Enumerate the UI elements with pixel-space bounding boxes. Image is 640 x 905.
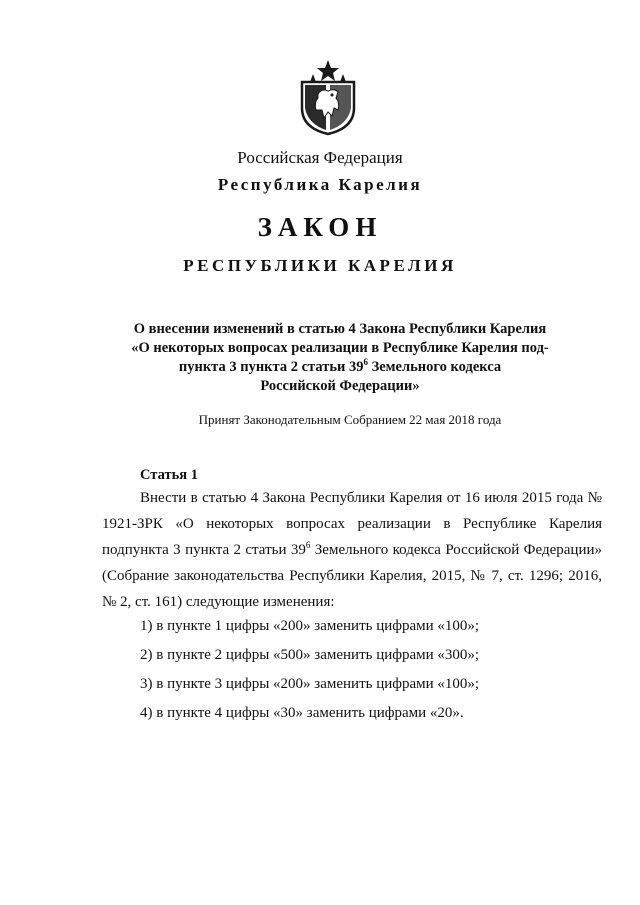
law-title: ЗАКОН bbox=[257, 212, 383, 242]
article-intro bbox=[102, 485, 602, 615]
adoption-note: Принят Законодательным Собранием 22 мая 2018 года bbox=[198, 412, 502, 427]
amendment-list bbox=[140, 612, 580, 728]
title-line-4: Российской Федерации» bbox=[260, 378, 420, 394]
federation-heading: Российская Федерация bbox=[237, 148, 403, 167]
title-line-1: О внесении изменений в статью 4 Закона Республики Карелия bbox=[133, 321, 547, 337]
coat-of-arms-icon bbox=[296, 58, 360, 136]
list-item: 4) в пункте 4 цифры «30» заменить цифрами «20». bbox=[140, 705, 464, 721]
title-line-3-tail: Земельного кодекса bbox=[367, 359, 502, 375]
title-superscript: 6 bbox=[363, 357, 368, 368]
title-line-3-text: пункта 3 пункта 2 статьи 39 bbox=[178, 359, 364, 375]
law-subtitle: РЕСПУБЛИКИ КАРЕЛИЯ bbox=[183, 256, 457, 275]
title-line-2: «О некоторых вопросах реализации в Республике Карелия под- bbox=[131, 340, 549, 356]
article-heading: Статья 1 bbox=[140, 467, 198, 483]
list-item: 2) в пункте 2 цифры «500» заменить цифрами «300»; bbox=[140, 647, 480, 663]
intro-text-2: Земельного кодекса Российской Федерации» (Собрание законодательства Республики Карелия, 2015, № 7, ст. 1296; 2016, № 2, ст. 161) следующие изменения: bbox=[102, 542, 602, 610]
document-title bbox=[120, 320, 560, 396]
intro-text-1: Внести в статью 4 Закона Республики Карелия от 16 июля 2015 года № 1921-ЗРК «О некоторых вопросах реализации в Республике Карелия подпункта 3 пункта 2 статьи 39 bbox=[102, 490, 602, 558]
republic-heading: Республика Карелия bbox=[217, 175, 423, 194]
list-item: 1) в пункте 1 цифры «200» заменить цифрами «100»; bbox=[140, 618, 480, 634]
title-line-3 bbox=[120, 358, 560, 377]
intro-superscript: 6 bbox=[305, 540, 311, 550]
list-item: 3) в пункте 3 цифры «200» заменить цифрами «100»; bbox=[140, 676, 480, 692]
